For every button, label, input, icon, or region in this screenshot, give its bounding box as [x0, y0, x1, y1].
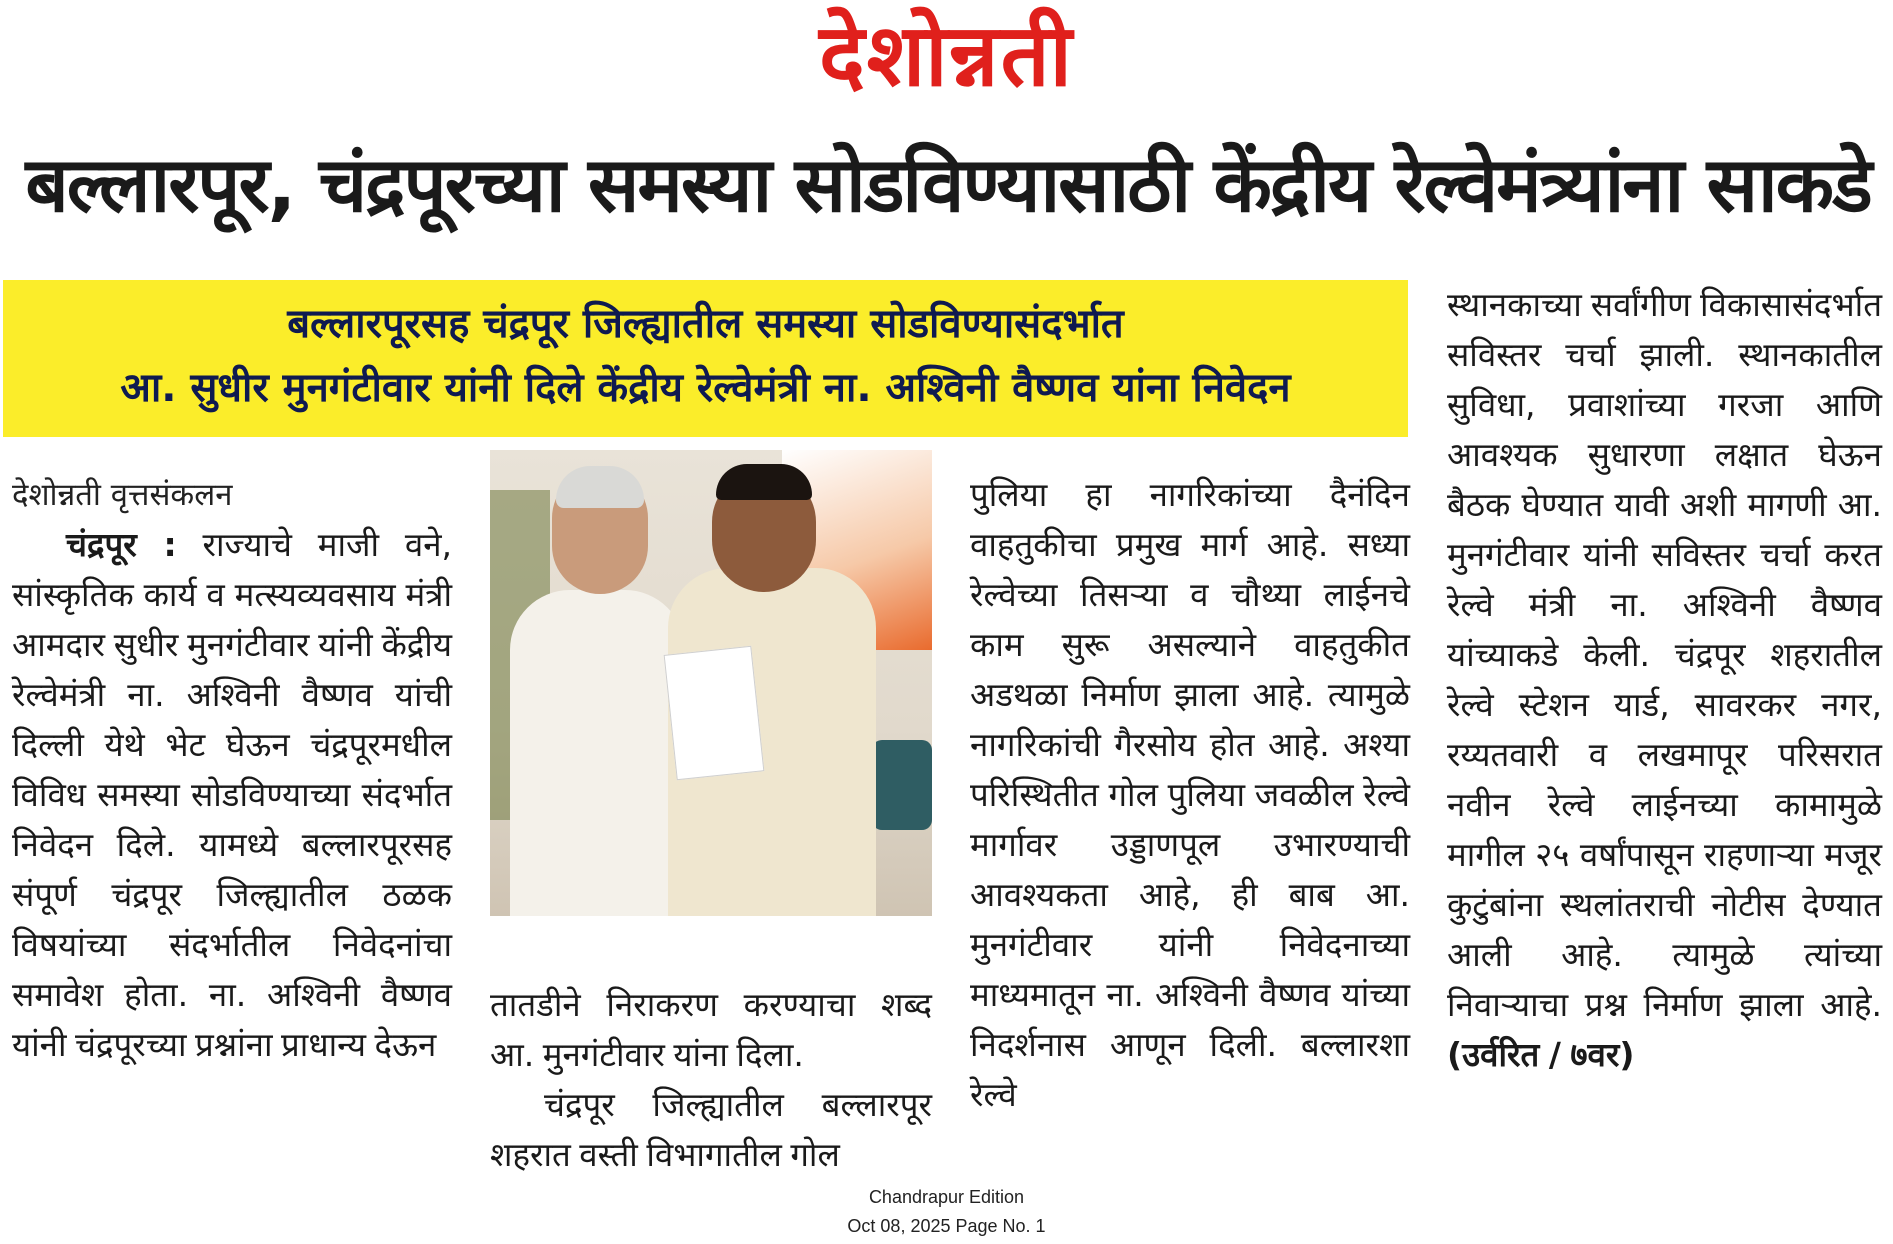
- subhead-line-1: बल्लारपूरसह चंद्रपूर जिल्ह्यातील समस्या सोडविण्यासंदर्भात: [287, 301, 1124, 347]
- article-column-3: [970, 470, 1410, 1180]
- column-2-para-2: चंद्रपूर जिल्ह्यातील बल्लारपूर शहरात वस्ती विभागातील गोल: [490, 1085, 932, 1174]
- column-3-text: पुलिया हा नागरिकांच्या दैनंदिन वाहतुकीचा प्रमुख मार्ग आहे. सध्या रेल्वेच्या तिसऱ्या व चौथ्या लाईनचे काम सुरू असल्याने वाहतुकीत अडथळा निर्माण झाला आहे. त्यामुळे नागरिकांची गैरसोय होत आहे. अश्या परिस्थितीत गोल पुलिया जवळील रेल्वे मार्गावर उड्डाणपूल उभारण्याची आवश्यकता आहे, ही बाब आ. मुनगंटीवार यांनी निवेदनाच्या माध्यमातून ना. अश्विनी वैष्णव यांच्या निदर्शनास आणून दिली. बल्लारशा रेल्वे: [970, 475, 1410, 1114]
- column-1-text: राज्याचे माजी वने, सांस्कृतिक कार्य व मत्स्यव्यवसाय मंत्री आमदार सुधीर मुनगंटीवार यांनी केंद्रीय रेल्वेमंत्री ना. अश्विनी वैष्णव यांची दिल्ली येथे भेट घेऊन चंद्रपूरमधील विविध समस्या सोडविण्याच्या संदर्भात निवेदन दिले. यामध्ये बल्लारपूरसह संपूर्ण चंद्रपूर जिल्ह्यातील ठळक विषयांच्या संदर्भातील निवेदनांचा समावेश होता. ना. अश्विनी वैष्णव यांनी चंद्रपूरच्या प्रश्नांना प्राधान्य देऊन: [12, 525, 453, 1064]
- footer-date-page: Oct 08, 2025 Page No. 1: [847, 1216, 1046, 1236]
- masthead-logo: देशोन्नती: [819, 6, 1074, 106]
- photo-person-left-body: [510, 590, 685, 916]
- photo-cushion: [872, 740, 932, 830]
- dateline: चंद्रपूर :: [66, 525, 177, 564]
- column-4-text: स्थानकाच्या सर्वांगीण विकासासंदर्भात सविस्तर चर्चा झाली. स्थानकातील सुविधा, प्रवाशांच्या गरजा आणि आवश्यक सुधारणा लक्षात घेऊन बैठक घेण्यात यावी अशी मागणी आ. मुनगंटीवार यांनी सविस्तर चर्चा करत रेल्वे मंत्री ना. अश्विनी वैष्णव यांच्याकडे केली. चंद्रपूर शहरातील रेल्वे स्टेशन यार्ड, सावरकर नगर, रय्यतवारी व लखमापूर परिसरात नवीन रेल्वे लाईनच्या कामामुळे मागील २५ वर्षांपासून राहणाऱ्या मजूर कुटुंबांना स्थलांतराची नोटीस देण्यात आली आहे. त्यामुळे त्यांच्या निवाऱ्याचा प्रश्न निर्माण झाला आहे.: [1447, 285, 1882, 1024]
- subhead-line-2: आ. सुधीर मुनगंटीवार यांनी दिले केंद्रीय रेल्वेमंत्री ना. अश्विनी वैष्णव यांना निवेदन: [120, 365, 1291, 411]
- byline: देशोन्नती वृत्तसंकलन: [12, 477, 233, 513]
- article-column-2: [490, 980, 932, 1180]
- photo-person-right-hair: [716, 464, 812, 500]
- article-photo: [490, 450, 932, 916]
- photo-memorandum-document: [664, 646, 765, 781]
- article-column-4: [1447, 280, 1882, 1180]
- subhead-box: [3, 280, 1408, 437]
- article-column-1: [12, 520, 452, 1180]
- photo-person-left-hair: [556, 466, 644, 508]
- page-headline: बल्लारपूर, चंद्रपूरच्या समस्या सोडविण्यासाठी केंद्रीय रेल्वेमंत्र्यांना साकडे: [25, 140, 1871, 229]
- continued-on-page: (उर्वरित / ७वर): [1447, 1035, 1635, 1074]
- column-2-para-1: तातडीने निराकरण करण्याचा शब्द आ. मुनगंटीवार यांना दिला.: [490, 985, 932, 1074]
- footer-edition: Chandrapur Edition: [868, 1187, 1025, 1207]
